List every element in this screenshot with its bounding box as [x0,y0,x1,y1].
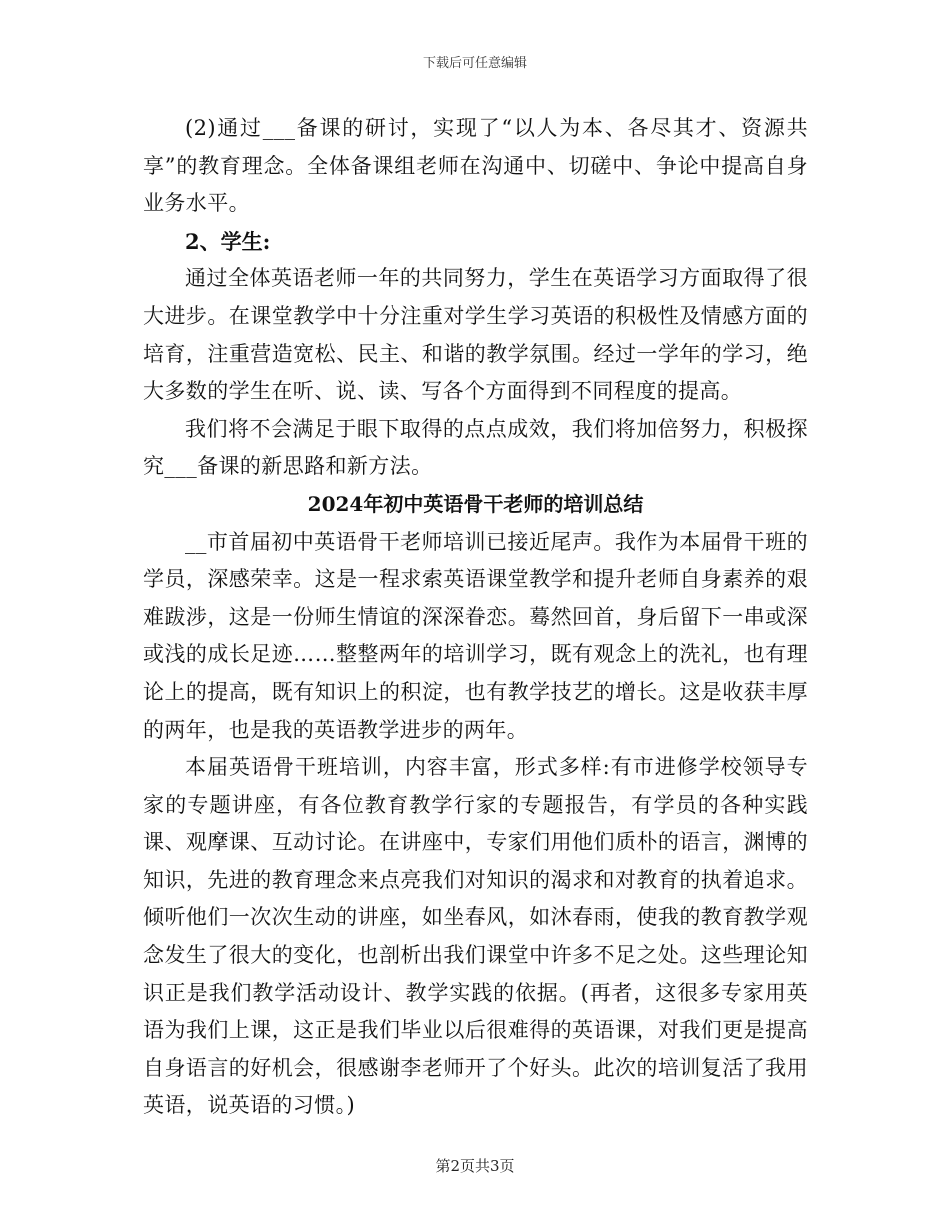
section-heading-students: 2、学生: [185,228,271,254]
paragraph-future-plan: 我们将不会满足于眼下取得的点点成效，我们将加倍努力，积极探究___备课的新思路和新方法。 [143,416,808,479]
paragraph-student-progress: 通过全体英语老师一年的共同努力，学生在英语学习方面取得了很大进步。在课堂教学中十分注重对学生学习英语的积极性及情感方面的培育，注重营造宽松、民主、和谐的教学氛围。经过一学年的学习，绝大多数的学生在听、说、读、写各个方面得到不同程度的提高。 [143,266,808,404]
document-body [143,110,808,1125]
page-number: 第2页共3页 [435,1157,515,1175]
paragraph-training-content: 本届英语骨干班培训，内容丰富，形式多样:有市进修学校领导专家的专题讲座，有各位教育教学行家的专题报告，有学员的各种实践课、观摩课、互动讨论。在讲座中，专家们用他们质朴的语言，渊博的知识，先进的教育理念来点亮我们对知识的渴求和对教育的执着追求。倾听他们一次次生动的讲座，如坐春风，如沐春雨，使我的教育教学观念发生了很大的变化，也剖析出我们课堂中许多不足之处。这些理论知识正是我们教学活动设计、教学实践的依据。(再者，这很多专家用英语为我们上课，这正是我们毕业以后很难得的英语课，对我们更是提高自身语言的好机会，很感谢李老师开了个好头。此次的培训复活了我用英语，说英语的习惯。) [143,755,808,1118]
paragraph-lesson-prep: (2)通过___备课的研讨，实现了“以人为本、各尽其才、资源共享”的教育理念。全体备课组老师在沟通中、切磋中、争论中提高自身业务水平。 [143,116,808,216]
paragraph-training-intro: __市首届初中英语骨干老师培训已接近尾声。我作为本届骨干班的学员，深感荣幸。这是一程求索英语课堂教学和提升老师自身素养的艰难跋涉，这是一份师生情谊的深深眷恋。蓦然回首，身后留下一串或深或浅的成长足迹……整整两年的培训学习，既有观念上的洗礼，也有理论上的提高，既有知识上的积淀，也有教学技艺的增长。这是收获丰厚的两年，也是我的英语教学进步的两年。 [143,529,808,742]
document-title: 2024年初中英语骨干老师的培训总结 [307,491,644,516]
header-note: 下载后可任意编辑 [422,56,527,71]
